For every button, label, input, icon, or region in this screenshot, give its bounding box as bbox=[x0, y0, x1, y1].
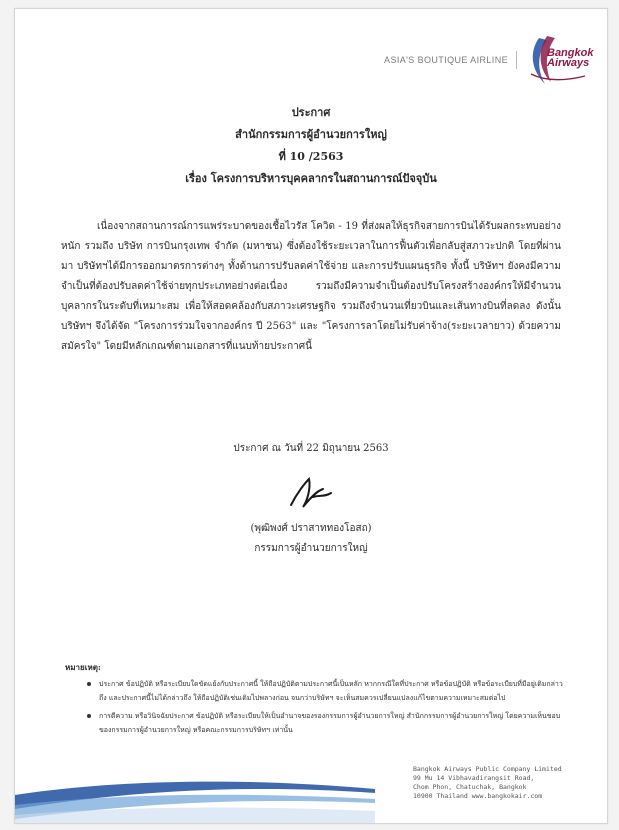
remark-text: ประกาศ ข้อปฏิบัติ หรือระเบียบใดขัดแย้งกับประกาศนี้ ให้ถือปฏิบัติตามประกาศนี้เป็นหลัก หากกรณีใดที่ประกาศ หรือข้อปฏิบัติ หรือข้อระเบียบที่มีอยู่เดิมกล่าวถึง และประกาศนี้ไม่ได้กล่าวถึง ให้ถือปฏิบัติเช่นเดิมไปพลางก่อน จนกว่าบริษัทฯ จะเห็นสมควรเปลี่ยนแปลงแก้ไขตามความเหมาะสมต่อไป bbox=[99, 680, 563, 702]
company-address bbox=[413, 765, 593, 801]
address-line: 99 Mu 14 Vibhavadirangsit Road, bbox=[413, 774, 535, 782]
address-line: Bangkok Airways Public Company Limited bbox=[413, 765, 562, 773]
header-divider bbox=[516, 51, 517, 69]
title-announcement: ประกาศ bbox=[291, 106, 331, 119]
airline-tagline: ASIA'S BOUTIQUE AIRLINE bbox=[384, 55, 508, 65]
letterhead bbox=[384, 25, 594, 95]
bangkok-airways-logo bbox=[525, 30, 594, 90]
address-line: 10900 Thailand www.bangkokair.com bbox=[413, 792, 543, 800]
document-page bbox=[14, 8, 608, 824]
title-office: สำนักกรรมการผู้อำนวยการใหญ่ bbox=[235, 128, 387, 141]
signer-title: กรรมการผู้อำนวยการใหญ่ bbox=[254, 543, 368, 554]
logo-wordmark bbox=[547, 48, 593, 68]
bullet-icon bbox=[87, 682, 91, 686]
announcement-date: ประกาศ ณ วันที่ 22 มิถุนายน 2563 bbox=[233, 443, 389, 454]
remarks-heading: หมายเหตุ: bbox=[65, 662, 101, 672]
title-number: ที่ 10 /2563 bbox=[278, 150, 344, 163]
list-item bbox=[87, 677, 567, 705]
remarks-list bbox=[87, 677, 567, 741]
remark-text: การตีความ หรือวินิจฉัยประกาศ ข้อปฏิบัติ หรือระเบียบให้เป็นอำนาจของรองกรรมการผู้อำนวยการใหญ่ สำนักกรรมการผู้อำนวยการใหญ่ โดยความเห็นชอบของกรรมการผู้อำนวยการใหญ่ หรือคณะกรรมการบริษัทฯ เท่านั้น bbox=[99, 712, 561, 734]
address-line: Chom Phon, Chatuchak, Bangkok bbox=[413, 783, 527, 791]
announcement-title-block bbox=[15, 105, 607, 193]
list-item bbox=[87, 709, 567, 737]
signature-icon bbox=[283, 467, 343, 517]
bullet-icon bbox=[87, 714, 91, 718]
announcement-body: เนื่องจากสถานการณ์การแพร่ระบาดของเชื้อไวรัส โควิด - 19 ที่ส่งผลให้ธุรกิจสายการบินได้รับผลกระทบอย่างหนัก รวมถึง บริษัท การบินกรุงเทพ จำกัด (มหาชน) ซึ่งต้องใช้ระยะเวลาในการฟื้นตัวเพื่อกลับสู่สภาวะปกติ โดยที่ผ่านมา บริษัทฯได้มีการออกมาตรการต่างๆ ทั้งด้านการปรับลดค่าใช้จ่าย และการปรับแผนธุรกิจ ทั้งนี้ บริษัทฯ ยังคงมีความจำเป็นที่ต้องปรับลดค่าใช้จ่ายทุกประเภทอย่างต่อเนื่อง รวมถึงมีความจำเป็นต้องปรับโครงสร้างองค์กรให้มีจำนวนบุคลากรในระดับที่เหมาะสม เพื่อให้สอดคล้องกับสภาวะเศรษฐกิจ รวมถึงจำนวนเที่ยวบินและเส้นทางบินที่ลดลง ดังนั้น บริษัทฯ จึงได้จัด "โครงการร่วมใจจากองค์กร ปี 2563" และ "โครงการลาโดยไม่รับค่าจ้าง(ระยะเวลายาว) ด้วยความสมัครใจ" โดยมีหลักเกณฑ์ตามเอกสารที่แนบท้ายประกาศนี้ bbox=[61, 221, 561, 352]
footer-wave-graphic bbox=[15, 765, 375, 823]
logo-text-airways: Airways bbox=[547, 57, 590, 69]
logo-text-bangkok: Bangkok bbox=[547, 47, 594, 59]
title-subject: เรื่อง โครงการบริหารบุคคลากรในสถานการณ์ปัจจุบัน bbox=[185, 172, 437, 185]
signer-name: (พุฒิพงศ์ ปราสาททองโอสถ) bbox=[250, 523, 372, 534]
